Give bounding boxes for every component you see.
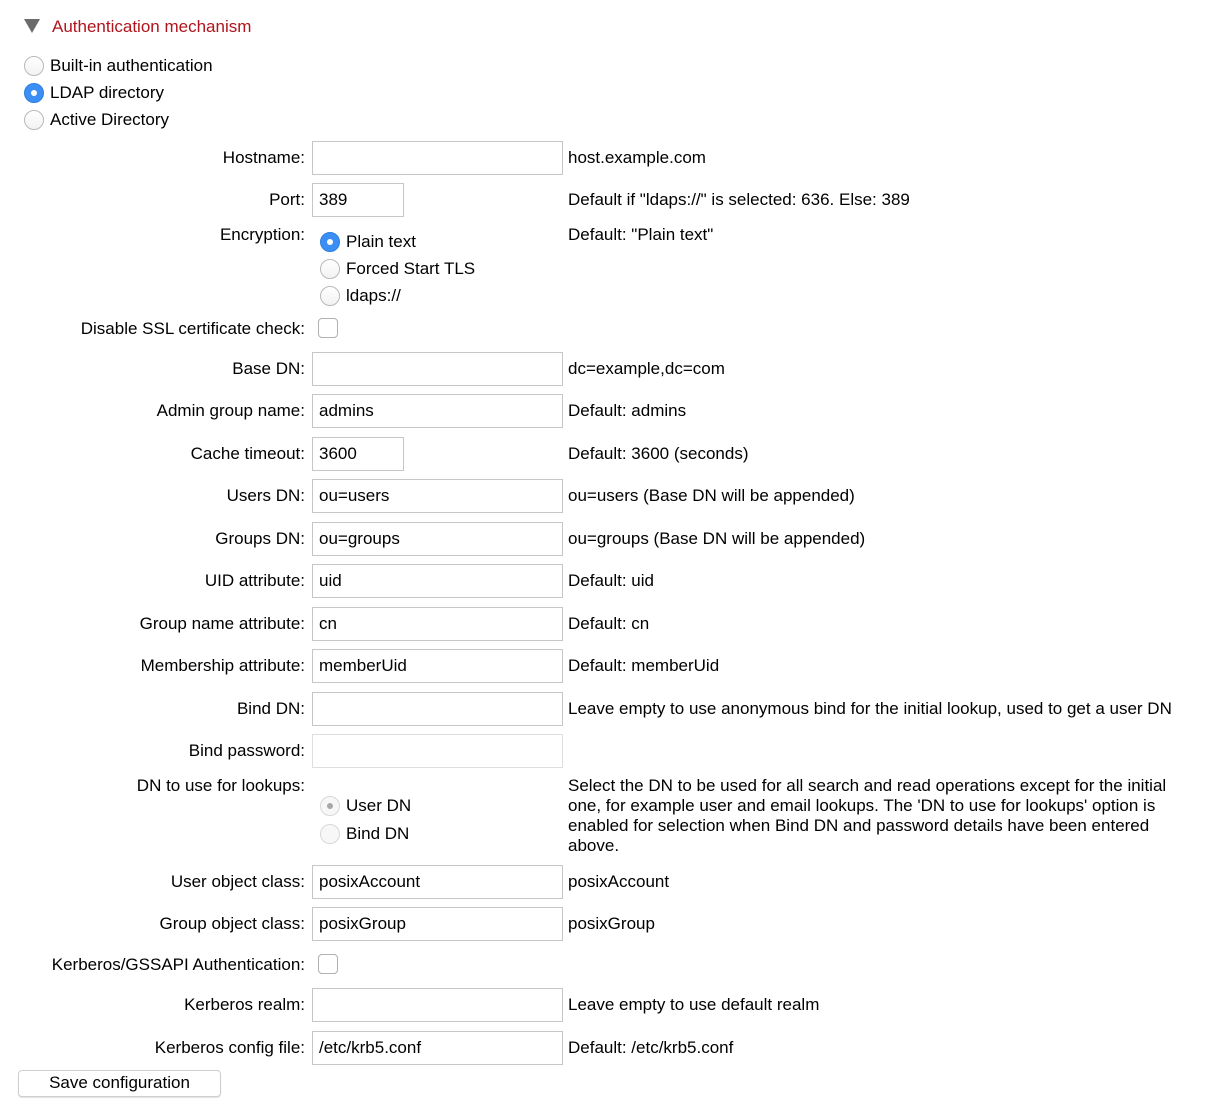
- users-dn-hint: ou=users (Base DN will be appended): [568, 486, 855, 505]
- membership-attribute-hint: Default: memberUid: [568, 656, 720, 675]
- group-object-class-label: Group object class:: [159, 914, 305, 933]
- group-name-attribute-hint: Default: cn: [568, 614, 650, 633]
- hostname-hint: host.example.com: [568, 148, 706, 167]
- base-dn-input[interactable]: [312, 352, 563, 386]
- cache-timeout-label: Cache timeout:: [190, 444, 305, 463]
- bind-password-label: Bind password:: [188, 741, 305, 760]
- mechanism-option-label[interactable]: Built-in authentication: [50, 55, 213, 75]
- lookup-dn-option-user-dn[interactable]: [320, 792, 411, 820]
- admin-group-input[interactable]: [312, 394, 563, 428]
- cache-timeout-input[interactable]: [312, 437, 404, 471]
- mechanism-option-label[interactable]: LDAP directory: [50, 82, 165, 102]
- port-input[interactable]: [312, 183, 404, 217]
- radio-active-directory[interactable]: [24, 110, 44, 130]
- groups-dn-hint: ou=groups (Base DN will be appended): [568, 529, 866, 548]
- uid-attribute-hint: Default: uid: [568, 571, 654, 590]
- group-object-class-input[interactable]: [312, 907, 563, 941]
- encryption-hint: Default: "Plain text": [568, 225, 714, 244]
- disclosure-triangle-down-icon: [24, 19, 40, 33]
- kerberos-config-hint: Default: /etc/krb5.conf: [568, 1038, 734, 1057]
- hostname-input[interactable]: [312, 141, 563, 175]
- save-configuration-button[interactable]: Save configuration: [18, 1070, 221, 1097]
- radio-ldaps[interactable]: [320, 286, 340, 306]
- users-dn-input[interactable]: [312, 479, 563, 513]
- lookup-dn-radio-group: [320, 792, 411, 848]
- lookup-dn-label: DN to use for lookups:: [136, 776, 305, 795]
- encryption-option-label[interactable]: Forced Start TLS: [346, 258, 476, 278]
- lookup-dn-option-label[interactable]: User DN: [346, 796, 412, 815]
- user-object-class-hint: posixAccount: [568, 872, 670, 891]
- group-name-attribute-input[interactable]: [312, 607, 563, 641]
- user-object-class-label: User object class:: [170, 872, 305, 891]
- radio-ldap-directory[interactable]: [24, 83, 44, 103]
- base-dn-label: Base DN:: [232, 359, 305, 378]
- encryption-option-plain-text[interactable]: [320, 228, 475, 255]
- radio-builtin-authentication[interactable]: [24, 56, 44, 76]
- admin-group-hint: Default: admins: [568, 401, 687, 420]
- group-name-attribute-label: Group name attribute:: [139, 614, 305, 633]
- base-dn-hint: dc=example,dc=com: [568, 359, 725, 378]
- uid-attribute-input[interactable]: [312, 564, 563, 598]
- lookup-dn-hint: Select the DN to be used for all search and read operations except for the initial one, for example user and email lookups. The 'DN to use for lookups' option is enabled for selection when Bind DN and password details have been entered above.: [568, 776, 1167, 855]
- radio-plain-text[interactable]: [320, 232, 340, 252]
- kerberos-config-input[interactable]: [312, 1031, 563, 1065]
- encryption-radio-group: [320, 228, 475, 309]
- kerberos-auth-checkbox[interactable]: [318, 954, 338, 974]
- admin-group-label: Admin group name:: [156, 401, 305, 420]
- uid-attribute-label: UID attribute:: [204, 571, 305, 590]
- radio-user-dn[interactable]: [320, 796, 340, 816]
- user-object-class-input[interactable]: [312, 865, 563, 899]
- bind-password-input[interactable]: [312, 734, 563, 768]
- disable-ssl-check-checkbox[interactable]: [318, 318, 338, 338]
- membership-attribute-label: Membership attribute:: [140, 656, 305, 675]
- port-label: Port:: [269, 190, 305, 209]
- mechanism-option-builtin[interactable]: [24, 52, 213, 79]
- radio-forced-start-tls[interactable]: [320, 259, 340, 279]
- group-object-class-hint: posixGroup: [568, 914, 655, 933]
- disable-ssl-check-label: Disable SSL certificate check:: [80, 319, 305, 338]
- users-dn-label: Users DN:: [226, 486, 305, 505]
- kerberos-auth-label: Kerberos/GSSAPI Authentication:: [51, 955, 305, 974]
- encryption-option-start-tls[interactable]: [320, 255, 475, 282]
- kerberos-realm-label: Kerberos realm:: [184, 995, 305, 1014]
- encryption-option-label[interactable]: Plain text: [346, 231, 416, 251]
- authentication-mechanism-radio-group: [24, 52, 213, 133]
- port-hint: Default if "ldaps://" is selected: 636. Else: 389: [568, 190, 910, 209]
- mechanism-option-active-directory[interactable]: [24, 106, 213, 133]
- mechanism-option-label[interactable]: Active Directory: [50, 109, 170, 129]
- lookup-dn-option-label[interactable]: Bind DN: [346, 824, 410, 843]
- encryption-label: Encryption:: [219, 225, 305, 244]
- bind-dn-hint: Leave empty to use anonymous bind for the initial lookup, used to get a user DN: [568, 699, 1172, 718]
- bind-dn-label: Bind DN:: [236, 699, 305, 718]
- groups-dn-input[interactable]: [312, 522, 563, 556]
- section-toggle-authentication-mechanism[interactable]: [24, 14, 251, 40]
- hostname-label: Hostname:: [222, 148, 305, 167]
- mechanism-option-ldap[interactable]: [24, 79, 213, 106]
- membership-attribute-input[interactable]: [312, 649, 563, 683]
- section-title: Authentication mechanism: [52, 17, 252, 36]
- groups-dn-label: Groups DN:: [215, 529, 305, 548]
- kerberos-realm-input[interactable]: [312, 988, 563, 1022]
- encryption-option-ldaps[interactable]: [320, 282, 475, 309]
- kerberos-realm-hint: Leave empty to use default realm: [568, 995, 820, 1014]
- radio-bind-dn[interactable]: [320, 824, 340, 844]
- bind-dn-input[interactable]: [312, 692, 563, 726]
- kerberos-config-label: Kerberos config file:: [154, 1038, 305, 1057]
- encryption-option-label[interactable]: ldaps://: [346, 285, 401, 305]
- cache-timeout-hint: Default: 3600 (seconds): [568, 444, 749, 463]
- lookup-dn-option-bind-dn[interactable]: [320, 820, 411, 848]
